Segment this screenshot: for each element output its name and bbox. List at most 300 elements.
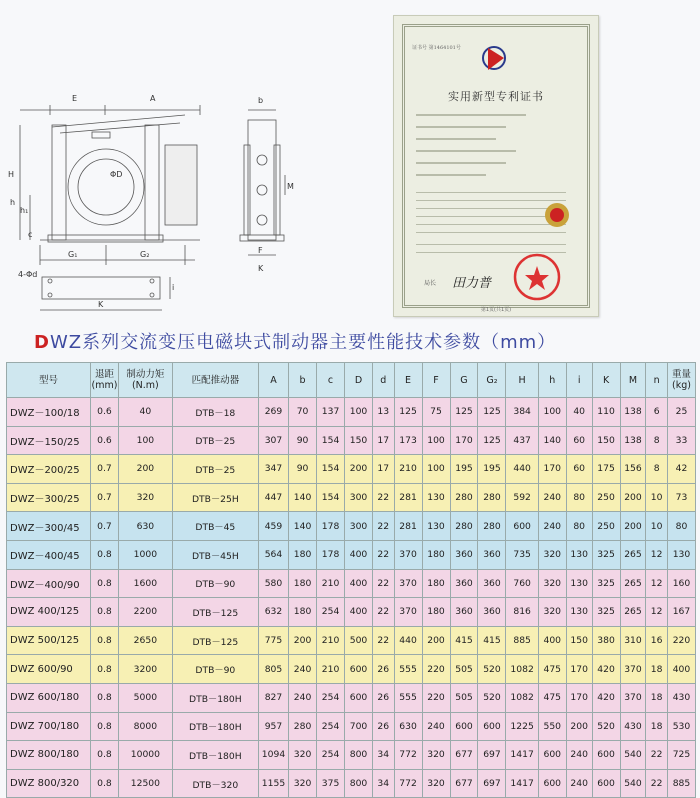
table-cell: 26 <box>373 683 395 712</box>
table-cell: 40 <box>118 398 172 427</box>
table-cell: 500 <box>345 626 373 655</box>
table-cell: 1082 <box>506 683 538 712</box>
table-cell: 320 <box>538 540 566 569</box>
table-cell: 360 <box>450 540 478 569</box>
dim-label-h: h <box>10 198 16 207</box>
table-cell: 130 <box>566 540 592 569</box>
table-cell: 280 <box>478 483 506 512</box>
table-cell: 195 <box>478 455 506 484</box>
certificate-text-line <box>416 244 566 245</box>
table-cell: 130 <box>566 598 592 627</box>
table-header-cell: n <box>646 363 668 398</box>
table-cell: 325 <box>592 540 620 569</box>
table-cell: 200 <box>566 712 592 741</box>
table-cell: 240 <box>566 769 592 798</box>
table-cell: 520 <box>478 655 506 684</box>
table-cell: 254 <box>317 741 345 770</box>
table-cell: 360 <box>478 598 506 627</box>
table-cell: 816 <box>506 598 538 627</box>
table-cell: 320 <box>289 769 317 798</box>
table-cell: 370 <box>394 569 422 598</box>
table-cell: 805 <box>258 655 288 684</box>
model-cell: DWZ－300/45 <box>7 512 91 541</box>
table-cell: 0.8 <box>90 598 118 627</box>
table-cell: 592 <box>506 483 538 512</box>
table-cell: 2650 <box>118 626 172 655</box>
table-cell: 170 <box>566 655 592 684</box>
table-cell: DTB－18 <box>172 398 258 427</box>
table-cell: 150 <box>592 426 620 455</box>
certificate-text-line <box>416 232 566 233</box>
table-cell: 300 <box>345 512 373 541</box>
table-cell: 130 <box>422 483 450 512</box>
table-cell: DTB－180H <box>172 712 258 741</box>
dim-label-a: A <box>150 94 156 103</box>
table-cell: 370 <box>394 540 422 569</box>
table-cell: 697 <box>478 741 506 770</box>
table-header-cell: 型号 <box>7 363 91 398</box>
table-cell: 140 <box>289 483 317 512</box>
table-header-cell: 匹配推动器 <box>172 363 258 398</box>
table-cell: 12 <box>646 569 668 598</box>
dim-label-g1: G₁ <box>68 250 78 259</box>
table-cell: 110 <box>592 398 620 427</box>
table-header-row <box>7 363 696 398</box>
table-cell: 320 <box>538 598 566 627</box>
model-cell: DWZ－400/90 <box>7 569 91 598</box>
table-cell: 520 <box>478 683 506 712</box>
dim-label-c: c <box>28 230 33 239</box>
table-cell: 281 <box>394 483 422 512</box>
certificate-sign-label: 局长 <box>424 280 437 287</box>
table-cell: 0.7 <box>90 455 118 484</box>
table-cell: 22 <box>373 540 395 569</box>
table-cell: DTB－180H <box>172 741 258 770</box>
table-cell: 540 <box>620 741 646 770</box>
table-header-cell: 退距 (mm) <box>90 363 118 398</box>
table-cell: 600 <box>538 769 566 798</box>
table-cell: 130 <box>566 569 592 598</box>
table-cell: 12500 <box>118 769 172 798</box>
table-cell: 265 <box>620 540 646 569</box>
table-cell: 26 <box>373 655 395 684</box>
table-cell: 210 <box>317 655 345 684</box>
table-header-cell: F <box>422 363 450 398</box>
table-cell: 70 <box>289 398 317 427</box>
table-header-cell: E <box>394 363 422 398</box>
table-cell: 22 <box>373 626 395 655</box>
dim-label-m: M <box>287 182 294 191</box>
table-cell: DTB－25 <box>172 455 258 484</box>
table-cell: 420 <box>592 683 620 712</box>
certificate-text-line <box>416 162 506 164</box>
table-cell: 220 <box>422 655 450 684</box>
model-cell: DWZ－400/45 <box>7 540 91 569</box>
table-header-cell: d <box>373 363 395 398</box>
table-row <box>7 626 696 655</box>
table-cell: 725 <box>667 741 695 770</box>
table-cell: 415 <box>478 626 506 655</box>
table-cell: 430 <box>667 683 695 712</box>
table-cell: 0.7 <box>90 512 118 541</box>
table-cell: 1155 <box>258 769 288 798</box>
table-cell: 26 <box>373 712 395 741</box>
table-cell: 772 <box>394 769 422 798</box>
table-cell: DTB－320 <box>172 769 258 798</box>
table-cell: 600 <box>538 741 566 770</box>
table-cell: 564 <box>258 540 288 569</box>
table-row <box>7 712 696 741</box>
table-cell: 280 <box>450 512 478 541</box>
table-cell: 475 <box>538 683 566 712</box>
table-cell: 459 <box>258 512 288 541</box>
table-cell: 80 <box>566 483 592 512</box>
table-cell: 360 <box>478 540 506 569</box>
table-cell: 600 <box>592 741 620 770</box>
table-cell: 173 <box>394 426 422 455</box>
table-cell: 178 <box>317 512 345 541</box>
table-row <box>7 512 696 541</box>
table-cell: 347 <box>258 455 288 484</box>
table-cell: 100 <box>118 426 172 455</box>
table-cell: 220 <box>667 626 695 655</box>
table-cell: 22 <box>373 483 395 512</box>
table-row <box>7 741 696 770</box>
model-cell: DWZ 500/125 <box>7 626 91 655</box>
table-cell: 540 <box>620 769 646 798</box>
table-row <box>7 426 696 455</box>
table-cell: 265 <box>620 598 646 627</box>
dim-label-h-upper: H <box>8 170 15 179</box>
table-cell: 22 <box>373 569 395 598</box>
certificate-title: 实用新型专利证书 <box>448 90 544 103</box>
table-cell: 210 <box>317 569 345 598</box>
table-cell: 210 <box>317 626 345 655</box>
table-cell: 210 <box>394 455 422 484</box>
table-cell: 3200 <box>118 655 172 684</box>
table-cell: 22 <box>373 512 395 541</box>
table-cell: 125 <box>478 426 506 455</box>
table-cell: 1082 <box>506 655 538 684</box>
table-cell: 200 <box>345 455 373 484</box>
table-cell: 600 <box>506 512 538 541</box>
table-cell: 140 <box>289 512 317 541</box>
table-cell: 800 <box>345 769 373 798</box>
table-cell: 400 <box>667 655 695 684</box>
table-cell: 10 <box>646 512 668 541</box>
table-cell: 885 <box>667 769 695 798</box>
table-cell: 100 <box>422 426 450 455</box>
table-cell: 100 <box>538 398 566 427</box>
patent-certificate <box>393 15 599 317</box>
table-cell: 125 <box>394 398 422 427</box>
table-cell: 440 <box>394 626 422 655</box>
model-cell: DWZ－150/25 <box>7 426 91 455</box>
table-cell: DTB－90 <box>172 569 258 598</box>
table-header-cell: H <box>506 363 538 398</box>
table-cell: 530 <box>667 712 695 741</box>
table-cell: 0.8 <box>90 655 118 684</box>
table-cell: 178 <box>317 540 345 569</box>
table-cell: 137 <box>317 398 345 427</box>
table-cell: 700 <box>345 712 373 741</box>
dim-label-h1: h₁ <box>20 206 29 215</box>
table-cell: 200 <box>118 455 172 484</box>
page-title <box>34 328 556 354</box>
table-cell: 505 <box>450 655 478 684</box>
table-cell: 400 <box>345 540 373 569</box>
table-cell: 1417 <box>506 769 538 798</box>
table-cell: 200 <box>620 483 646 512</box>
table-cell: 195 <box>450 455 478 484</box>
table-cell: 0.7 <box>90 483 118 512</box>
table-cell: 8000 <box>118 712 172 741</box>
model-cell: DWZ－100/18 <box>7 398 91 427</box>
table-row <box>7 540 696 569</box>
table-header-cell: G₂ <box>478 363 506 398</box>
table-header-cell: G <box>450 363 478 398</box>
table-cell: 735 <box>506 540 538 569</box>
dim-label-e: E <box>72 94 78 103</box>
certificate-signature: 田力普 <box>452 276 492 291</box>
table-row <box>7 683 696 712</box>
table-cell: 34 <box>373 769 395 798</box>
table-row <box>7 455 696 484</box>
table-cell: 180 <box>422 598 450 627</box>
brake-technical-drawing <box>0 85 300 315</box>
dim-label-i: i <box>172 283 175 292</box>
table-cell: 200 <box>422 626 450 655</box>
table-cell: 167 <box>667 598 695 627</box>
table-cell: DTB－125 <box>172 626 258 655</box>
table-cell: 254 <box>317 598 345 627</box>
dim-label-g2: G₂ <box>140 250 150 259</box>
table-row <box>7 769 696 798</box>
table-cell: 600 <box>592 769 620 798</box>
table-cell: DTB－45 <box>172 512 258 541</box>
table-header-cell: D <box>345 363 373 398</box>
certificate-text-line <box>416 174 486 176</box>
table-cell: 25 <box>667 398 695 427</box>
table-cell: 760 <box>506 569 538 598</box>
table-row <box>7 598 696 627</box>
table-header-cell: b <box>289 363 317 398</box>
table-cell: 269 <box>258 398 288 427</box>
table-cell: 957 <box>258 712 288 741</box>
table-cell: 60 <box>566 455 592 484</box>
spec-table <box>6 362 696 798</box>
table-cell: 254 <box>317 712 345 741</box>
table-cell: 370 <box>620 683 646 712</box>
table-cell: 240 <box>538 483 566 512</box>
dim-label-k-side: K <box>258 264 264 273</box>
table-cell: 180 <box>289 569 317 598</box>
table-cell: DTB－25 <box>172 426 258 455</box>
national-emblem-icon <box>544 202 570 228</box>
certificate-text-line <box>416 114 526 116</box>
table-cell: 400 <box>345 569 373 598</box>
table-cell: 240 <box>538 512 566 541</box>
table-cell: 0.8 <box>90 683 118 712</box>
table-cell: 320 <box>538 569 566 598</box>
table-cell: 360 <box>478 569 506 598</box>
table-cell: DTB－180H <box>172 683 258 712</box>
table-cell: DTB－45H <box>172 540 258 569</box>
certificate-number: 证书号 第1464101号 <box>412 45 461 51</box>
table-cell: 22 <box>373 598 395 627</box>
dim-label-4-phi-d: 4-Φd <box>18 270 38 279</box>
table-cell: 827 <box>258 683 288 712</box>
model-cell: DWZ 400/125 <box>7 598 91 627</box>
table-cell: 160 <box>667 569 695 598</box>
table-cell: 320 <box>422 741 450 770</box>
table-cell: 40 <box>566 398 592 427</box>
table-cell: 415 <box>450 626 478 655</box>
table-cell: 1000 <box>118 540 172 569</box>
table-cell: 677 <box>450 769 478 798</box>
model-cell: DWZ 700/180 <box>7 712 91 741</box>
table-cell: 520 <box>592 712 620 741</box>
table-cell: 307 <box>258 426 288 455</box>
table-cell: 33 <box>667 426 695 455</box>
table-cell: 1094 <box>258 741 288 770</box>
table-cell: 775 <box>258 626 288 655</box>
patent-office-logo-icon <box>482 44 510 76</box>
table-cell: 0.8 <box>90 569 118 598</box>
table-cell: 1600 <box>118 569 172 598</box>
table-cell: 180 <box>289 598 317 627</box>
table-cell: 130 <box>667 540 695 569</box>
table-cell: 16 <box>646 626 668 655</box>
table-cell: 5000 <box>118 683 172 712</box>
table-cell: 80 <box>566 512 592 541</box>
table-cell: 310 <box>620 626 646 655</box>
table-cell: 0.8 <box>90 741 118 770</box>
table-cell: 200 <box>289 626 317 655</box>
table-cell: 360 <box>450 598 478 627</box>
table-cell: 300 <box>345 483 373 512</box>
table-cell: 154 <box>317 483 345 512</box>
table-cell: 18 <box>646 683 668 712</box>
model-cell: DWZ－200/25 <box>7 455 91 484</box>
table-cell: 697 <box>478 769 506 798</box>
table-cell: 17 <box>373 455 395 484</box>
table-cell: 2200 <box>118 598 172 627</box>
table-cell: 677 <box>450 741 478 770</box>
certificate-text-line <box>416 192 566 193</box>
table-cell: 80 <box>667 512 695 541</box>
table-cell: 320 <box>289 741 317 770</box>
table-cell: 505 <box>450 683 478 712</box>
table-cell: 430 <box>620 712 646 741</box>
table-cell: 550 <box>538 712 566 741</box>
table-cell: 22 <box>646 769 668 798</box>
table-header-cell: 重量 (kg) <box>667 363 695 398</box>
table-cell: 384 <box>506 398 538 427</box>
table-cell: 420 <box>592 655 620 684</box>
model-cell: DWZ 800/320 <box>7 769 91 798</box>
table-cell: 8 <box>646 426 668 455</box>
table-cell: DTB－90 <box>172 655 258 684</box>
table-cell: 580 <box>258 569 288 598</box>
table-cell: 0.8 <box>90 626 118 655</box>
table-row <box>7 569 696 598</box>
table-header-cell: K <box>592 363 620 398</box>
model-cell: DWZ－300/25 <box>7 483 91 512</box>
table-cell: 42 <box>667 455 695 484</box>
table-cell: 475 <box>538 655 566 684</box>
table-header-cell: M <box>620 363 646 398</box>
table-cell: 240 <box>566 741 592 770</box>
table-cell: 75 <box>422 398 450 427</box>
table-cell: DTB－25H <box>172 483 258 512</box>
title-brand-letter: D <box>34 332 50 353</box>
table-cell: 0.6 <box>90 426 118 455</box>
table-cell: 600 <box>345 683 373 712</box>
table-cell: 34 <box>373 741 395 770</box>
table-cell: 320 <box>422 769 450 798</box>
table-cell: 400 <box>538 626 566 655</box>
table-cell: 138 <box>620 398 646 427</box>
table-cell: 170 <box>566 683 592 712</box>
official-seal-icon <box>512 252 562 302</box>
table-cell: 1225 <box>506 712 538 741</box>
dim-label-k: K <box>98 300 104 309</box>
table-cell: 17 <box>373 426 395 455</box>
table-cell: 138 <box>620 426 646 455</box>
table-cell: 90 <box>289 455 317 484</box>
table-cell: 1417 <box>506 741 538 770</box>
model-cell: DWZ 600/180 <box>7 683 91 712</box>
table-cell: 125 <box>450 398 478 427</box>
table-cell: 180 <box>422 569 450 598</box>
table-cell: 10 <box>646 483 668 512</box>
model-cell: DWZ 800/180 <box>7 741 91 770</box>
certificate-text-line <box>416 138 496 140</box>
table-cell: 100 <box>422 455 450 484</box>
table-cell: 265 <box>620 569 646 598</box>
table-cell: 800 <box>345 741 373 770</box>
model-cell: DWZ 600/90 <box>7 655 91 684</box>
table-cell: 447 <box>258 483 288 512</box>
table-cell: 254 <box>317 683 345 712</box>
table-cell: 18 <box>646 655 668 684</box>
certificate-text-line <box>416 126 506 128</box>
table-cell: 0.8 <box>90 769 118 798</box>
table-cell: 440 <box>506 455 538 484</box>
table-cell: 325 <box>592 598 620 627</box>
table-cell: 772 <box>394 741 422 770</box>
table-cell: 885 <box>506 626 538 655</box>
dim-label-f: F <box>258 246 263 255</box>
table-cell: 555 <box>394 655 422 684</box>
table-cell: 10000 <box>118 741 172 770</box>
table-cell: 130 <box>422 512 450 541</box>
table-cell: 630 <box>118 512 172 541</box>
table-cell: 175 <box>592 455 620 484</box>
table-header-cell: h <box>538 363 566 398</box>
table-cell: 90 <box>289 426 317 455</box>
table-cell: 170 <box>538 455 566 484</box>
table-cell: 140 <box>538 426 566 455</box>
table-cell: 375 <box>317 769 345 798</box>
table-cell: 22 <box>646 741 668 770</box>
table-cell: 180 <box>422 540 450 569</box>
table-cell: 370 <box>394 598 422 627</box>
table-cell: DTB－125 <box>172 598 258 627</box>
dim-label-phi-d: ΦD <box>110 170 123 179</box>
title-text: WZ系列交流变压电磁块式制动器主要性能技术参数（mm） <box>49 332 557 353</box>
